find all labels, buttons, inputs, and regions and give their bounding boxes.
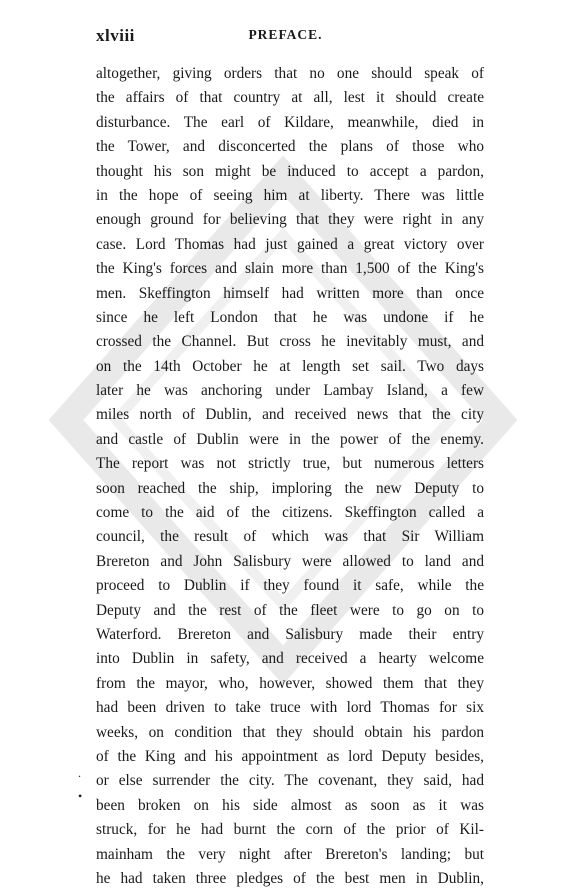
- text-line: miles north of Dublin, and received news that the city: [96, 406, 484, 424]
- text-line: he had taken three pledges of the best men in Dublin,: [96, 869, 484, 887]
- text-line: of the King and his appointment as lord Deputy besides,: [96, 747, 484, 765]
- body-text: [96, 62, 484, 891]
- text-line: soon reached the ship, imploring the new Deputy to: [96, 479, 484, 497]
- text-line: Deputy and the rest of the fleet were to go on to: [96, 601, 484, 619]
- text-line: the King's forces and slain more than 1,500 of the King's: [96, 260, 484, 278]
- text-line: since he left London that he was undone if he: [96, 308, 484, 326]
- text-line: The report was not strictly true, but numerous letters: [96, 455, 484, 473]
- text-line: weeks, on condition that they should obtain his pardon: [96, 723, 484, 741]
- page-number: xlviii: [96, 26, 135, 45]
- text-line: council, the result of which was that Sir William: [96, 528, 484, 546]
- margin-mark: •: [78, 789, 83, 803]
- text-line: on the 14th October he at length set sail. Two days: [96, 357, 484, 375]
- text-line: men. Skeffington himself had written more than once: [96, 284, 484, 302]
- text-line: the Tower, and disconcerted the plans of those who: [96, 138, 484, 156]
- text-line: thought his son might be induced to accept a pardon,: [96, 162, 484, 180]
- text-line: mainham the very night after Brereton's landing; but: [96, 845, 484, 863]
- text-line: disturbance. The earl of Kildare, meanwhile, died in: [96, 113, 484, 131]
- text-line: from the mayor, who, however, showed them that they: [96, 674, 484, 692]
- text-line: Brereton and John Salisbury were allowed to land and: [96, 552, 484, 570]
- text-line: crossed the Channel. But cross he inevitably must, and: [96, 333, 484, 351]
- margin-mark: .: [78, 766, 81, 780]
- text-line: struck, for he had burnt the corn of the prior of Kil-: [96, 821, 484, 839]
- text-line: enough ground for believing that they were right in any: [96, 211, 484, 229]
- text-line: proceed to Dublin if they found it safe, while the: [96, 577, 484, 595]
- text-line: later he was anchoring under Lambay Island, a few: [96, 382, 484, 400]
- text-line: case. Lord Thomas had just gained a great victory over: [96, 235, 484, 253]
- text-line: come to the aid of the citizens. Skeffington called a: [96, 504, 484, 522]
- text-line: in the hope of seeing him at liberty. There was little: [96, 186, 484, 204]
- text-line: Waterford. Brereton and Salisbury made their entry: [96, 625, 484, 643]
- running-head: PREFACE.: [248, 27, 323, 42]
- text-line: into Dublin in safety, and received a hearty welcome: [96, 650, 484, 668]
- text-line: had been driven to take truce with lord Thomas for six: [96, 699, 484, 717]
- text-line: altogether, giving orders that no one should speak of: [96, 65, 484, 82]
- text-line: and castle of Dublin were in the power of the enemy.: [96, 430, 484, 448]
- text-line: the affairs of that country at all, lest it should create: [96, 89, 484, 107]
- text-line: or else surrender the city. The covenant, they said, had: [96, 772, 484, 790]
- text-line: been broken on his side almost as soon as it was: [96, 796, 484, 814]
- page-header: [96, 26, 475, 48]
